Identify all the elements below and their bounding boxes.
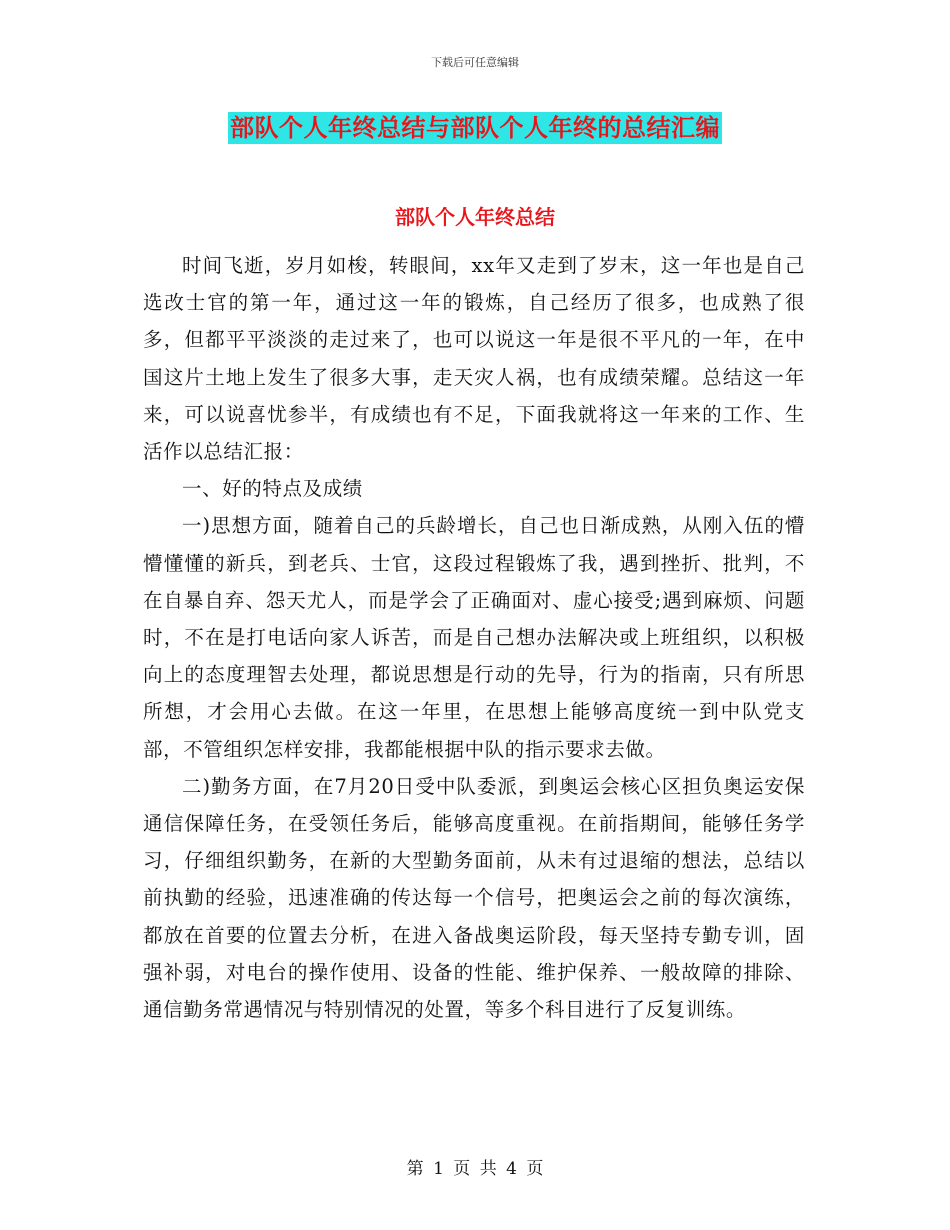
document-body bbox=[143, 247, 805, 1028]
paragraph-duty: 二)勤务方面，在7月20日受中队委派，到奥运会核心区担负奥运安保通信保障任务，在受领任务后，能够高度重视。在前指期间，能够任务学习，仔细组织勤务，在新的大型勤务面前，从未有过退缩的想法，总结以前执勤的经验，迅速准确的传达每一个信号，把奥运会之前的每次演练，都放在首要的位置去分析，在进入备战奥运阶段，每天坚持专勤专训，固强补弱，对电台的操作使用、设备的性能、维护保养、一般故障的排除、通信勤务常遇情况与特别情况的处置，等多个科目进行了反复训练。 bbox=[143, 774, 805, 1022]
document-title bbox=[0, 112, 950, 144]
header-note: 下载后可任意编辑 bbox=[431, 56, 519, 69]
page-footer: 第 1 页 共 4 页 bbox=[406, 1159, 544, 1179]
document-title-text: 部队个人年终总结与部队个人年终的总结汇编 bbox=[230, 114, 720, 142]
paragraph-thought: 一)思想方面，随着自己的兵龄增长，自己也日渐成熟，从刚入伍的懵懵懂懂的新兵，到老兵、士官，这段过程锻炼了我，遇到挫折、批判，不在自暴自弃、怨天尤人，而是学会了正确面对、虚心接受;遇到麻烦、问题时，不在是打电话向家人诉苦，而是自己想办法解决或上班组织，以积极向上的态度理智去处理，都说思想是行动的先导，行为的指南，只有所思所想，才会用心去做。在这一年里，在思想上能够高度统一到中队党支部，不管组织怎样安排，我都能根据中队的指示要求去做。 bbox=[143, 514, 805, 761]
section-title: 部队个人年终总结 bbox=[395, 205, 555, 229]
paragraph-heading-1: 一、好的特点及成绩 bbox=[182, 477, 363, 501]
paragraph-intro: 时间飞逝，岁月如梭，转眼间，xx年又走到了岁末，这一年也是自己选改士官的第一年，通过这一年的锻炼，自己经历了很多，也成熟了很多，但都平平淡淡的走过来了，也可以说这一年是很不平凡的一年，在中国这片土地上发生了很多大事，走天灾人祸，也有成绩荣耀。总结这一年来，可以说喜忧参半，有成绩也有不足，下面我就将这一年来的工作、生活作以总结汇报： bbox=[143, 254, 805, 464]
